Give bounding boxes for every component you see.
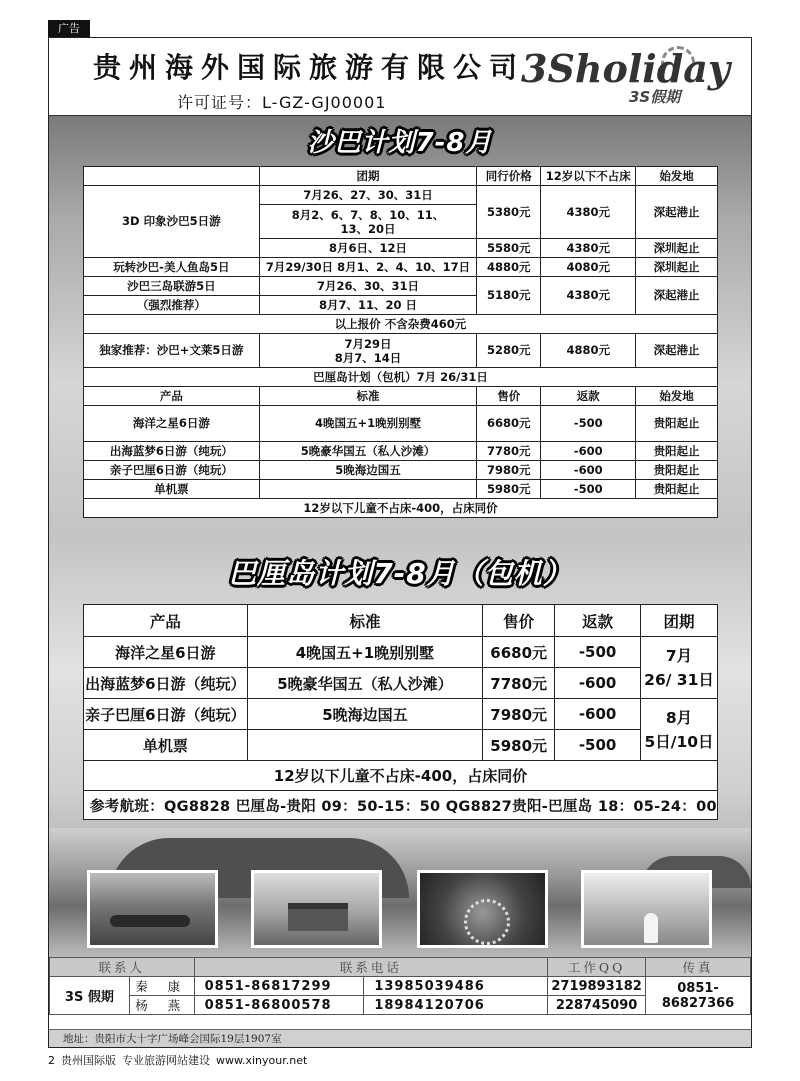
bali-charter-title: 巴厘岛计划（包机）7月 26/31日 (84, 368, 718, 387)
tour-dates: 8月6日、12日 (259, 239, 477, 258)
address: 地址：贵阳市大十字广场峰会国际19层1907室 (49, 1029, 751, 1048)
product-name: 沙巴三岛联游5日 (84, 277, 260, 296)
standard: 5晚豪华国五（私人沙滩） (259, 442, 477, 461)
sabah-price-table (83, 166, 718, 518)
price: 4880元 (477, 258, 541, 277)
tour-period-july (641, 637, 718, 699)
price: 5180元 (477, 277, 541, 315)
price: 7780元 (477, 442, 541, 461)
child-price: 4880元 (541, 334, 636, 368)
table-header: 标准 (259, 387, 477, 406)
ad-tag: 广告 (48, 20, 90, 37)
edition-label: 贵州国际版 (61, 1054, 116, 1067)
table-header: 标准 (247, 605, 483, 637)
tour-dates: 8月2、6、7、8、10、11、13、20日 (259, 205, 477, 239)
table-row (84, 637, 718, 668)
table-row (84, 258, 718, 277)
product-name: 单机票 (84, 480, 260, 499)
table-header: 工作QQ (548, 958, 646, 977)
table-row (50, 958, 751, 977)
price: 7980元 (477, 461, 541, 480)
product-name: 单机票 (84, 730, 248, 761)
table-row (84, 699, 718, 730)
period-days: 26/ 31日 (644, 670, 714, 689)
mobile-phone: 13985039486 (364, 977, 548, 996)
table-row (84, 334, 718, 368)
period-month: 8月 (665, 708, 693, 727)
logo-subtitle: 3S假期 (629, 88, 681, 106)
table-header: 售价 (483, 605, 555, 637)
landline-phone: 0851-86817299 (194, 977, 364, 996)
table-header: 产品 (84, 387, 260, 406)
product-name: 3D 印象沙巴5日游 (84, 186, 260, 258)
wedding-coast-photo (581, 870, 712, 948)
child-price-note: 12岁以下儿童不占床-400，占床同价 (84, 761, 718, 791)
table-row (84, 167, 718, 186)
table-header: 团期 (259, 167, 477, 186)
underwater-coral-photo (417, 870, 548, 948)
table-row (84, 277, 718, 296)
price: 7980元 (483, 699, 555, 730)
table-header: 始发地 (636, 387, 718, 406)
resort-villa-photo (251, 870, 382, 948)
table-row (84, 791, 718, 820)
period-days: 5日/10日 (644, 732, 714, 751)
standard: 5晚海边国五 (259, 461, 477, 480)
refund: -500 (555, 730, 641, 761)
table-header: 联系人 (50, 958, 195, 977)
refund: -600 (555, 699, 641, 730)
table-header: 同行价格 (477, 167, 541, 186)
table-row (50, 996, 751, 1015)
standard (247, 730, 483, 761)
product-subtitle: （强烈推荐） (84, 296, 260, 315)
product-name: 玩转沙巴-美人鱼岛5日 (84, 258, 260, 277)
tour-period-august (641, 699, 718, 761)
price: 6680元 (483, 637, 555, 668)
contact-section (49, 957, 751, 1029)
product-name: 出海蓝梦6日游（纯玩） (84, 668, 248, 699)
price: 5380元 (477, 186, 541, 239)
product-name: 独家推荐：沙巴+文莱5日游 (84, 334, 260, 368)
origin: 贵阳起止 (636, 480, 718, 499)
company-name: 贵州海外国际旅游有限公司 (93, 51, 526, 84)
page-footer (48, 1052, 313, 1068)
logo-wordmark: 3Sholiday (521, 46, 730, 91)
refund: -600 (541, 442, 636, 461)
product-name: 出海蓝梦6日游（纯玩） (84, 442, 260, 461)
3s-holiday-logo (519, 42, 730, 112)
work-qq: 2719893182 (548, 977, 646, 996)
table-header: 联系电话 (194, 958, 547, 977)
header (49, 38, 751, 116)
footer-slogan: 专业旅游网站建设 (122, 1054, 210, 1067)
tour-dates: 7月29/30日 8月1、2、4、10、17日 (259, 258, 477, 277)
price: 5980元 (477, 480, 541, 499)
tour-dates: 8月7、11、20 日 (259, 296, 477, 315)
work-qq: 228745090 (548, 996, 646, 1015)
reference-flights: 参考航班：QG8828 巴厘岛-贵阳 09：50-15：50 QG8827贵阳-巴厘岛 18：05-24：00 (84, 791, 718, 820)
origin: 深起港止 (636, 277, 718, 315)
table-row (84, 442, 718, 461)
product-name: 亲子巴厘6日游（纯玩） (84, 699, 248, 730)
price: 5280元 (477, 334, 541, 368)
table-header: 传真 (646, 958, 751, 977)
child-price-note: 12岁以下儿童不占床-400，占床同价 (84, 499, 718, 518)
refund: -600 (555, 668, 641, 699)
table-row (84, 461, 718, 480)
child-price: 4380元 (541, 186, 636, 239)
tour-dates: 7月26、30、31日 (259, 277, 477, 296)
contact-table (49, 957, 751, 1015)
product-name: 海洋之星6日游 (84, 637, 248, 668)
landline-phone: 0851-86800578 (194, 996, 364, 1015)
table-header: 返款 (541, 387, 636, 406)
table-row (84, 499, 718, 518)
table-header: 团期 (641, 605, 718, 637)
beach-boat-photo (87, 870, 218, 948)
refund: -500 (555, 637, 641, 668)
table-header: 产品 (84, 605, 248, 637)
tour-dates: 7月26、27、30、31日 (259, 186, 477, 205)
contact-name: 秦 康 (129, 977, 194, 996)
table-row (84, 368, 718, 387)
bali-price-table (83, 604, 718, 820)
sabah-plan-title: 沙巴计划7-8月 (307, 128, 493, 158)
table-row (84, 480, 718, 499)
origin: 深圳起止 (636, 239, 718, 258)
origin: 贵阳起止 (636, 442, 718, 461)
table-header: 返款 (555, 605, 641, 637)
child-price: 4380元 (541, 277, 636, 315)
contact-name: 杨 燕 (129, 996, 194, 1015)
price: 7780元 (483, 668, 555, 699)
table-row (84, 668, 718, 699)
table-row (84, 605, 718, 637)
standard: 4晚国五+1晚别别墅 (259, 406, 477, 442)
page-number: 2 (48, 1054, 55, 1067)
bali-plan-title: 巴厘岛计划7-8月（包机） (228, 557, 572, 590)
table-row (84, 761, 718, 791)
child-price: 4080元 (541, 258, 636, 277)
table-header: 售价 (477, 387, 541, 406)
tour-dates (259, 334, 477, 368)
product-name: 亲子巴厘6日游（纯玩） (84, 461, 260, 480)
standard: 5晚海边国五 (247, 699, 483, 730)
table-row (84, 387, 718, 406)
price: 5580元 (477, 239, 541, 258)
table-row (84, 406, 718, 442)
table-header: 始发地 (636, 167, 718, 186)
table-row (84, 315, 718, 334)
license-number: 许可证号：L-GZ-GJ00001 (177, 93, 387, 112)
refund: -600 (541, 461, 636, 480)
origin: 深起港止 (636, 186, 718, 239)
origin: 贵阳起止 (636, 461, 718, 480)
refund: -500 (541, 480, 636, 499)
table-row (84, 186, 718, 205)
origin: 深起港止 (636, 334, 718, 368)
child-price: 4380元 (541, 239, 636, 258)
product-name: 海洋之星6日游 (84, 406, 260, 442)
origin: 深圳起止 (636, 258, 718, 277)
table-header: 12岁以下不占床 (541, 167, 636, 186)
advertisement-frame (48, 37, 752, 1048)
standard (259, 480, 477, 499)
refund: -500 (541, 406, 636, 442)
price: 6680元 (477, 406, 541, 442)
date-line: 7月29日 (344, 336, 392, 351)
period-month: 7月 (665, 646, 693, 665)
table-row (50, 977, 751, 996)
agency-name: 3S 假期 (50, 977, 130, 1015)
table-cell (84, 167, 260, 186)
price: 5980元 (483, 730, 555, 761)
date-line: 8月7、14日 (334, 350, 402, 365)
price-note: 以上报价 不含杂费460元 (84, 315, 718, 334)
standard: 5晚豪华国五（私人沙滩） (247, 668, 483, 699)
fax-number: 0851-86827366 (646, 977, 751, 1015)
standard: 4晚国五+1晚别别墅 (247, 637, 483, 668)
website-url: www.xinyour.net (216, 1054, 308, 1067)
mobile-phone: 18984120706 (364, 996, 548, 1015)
origin: 贵阳起止 (636, 406, 718, 442)
table-row (84, 730, 718, 761)
